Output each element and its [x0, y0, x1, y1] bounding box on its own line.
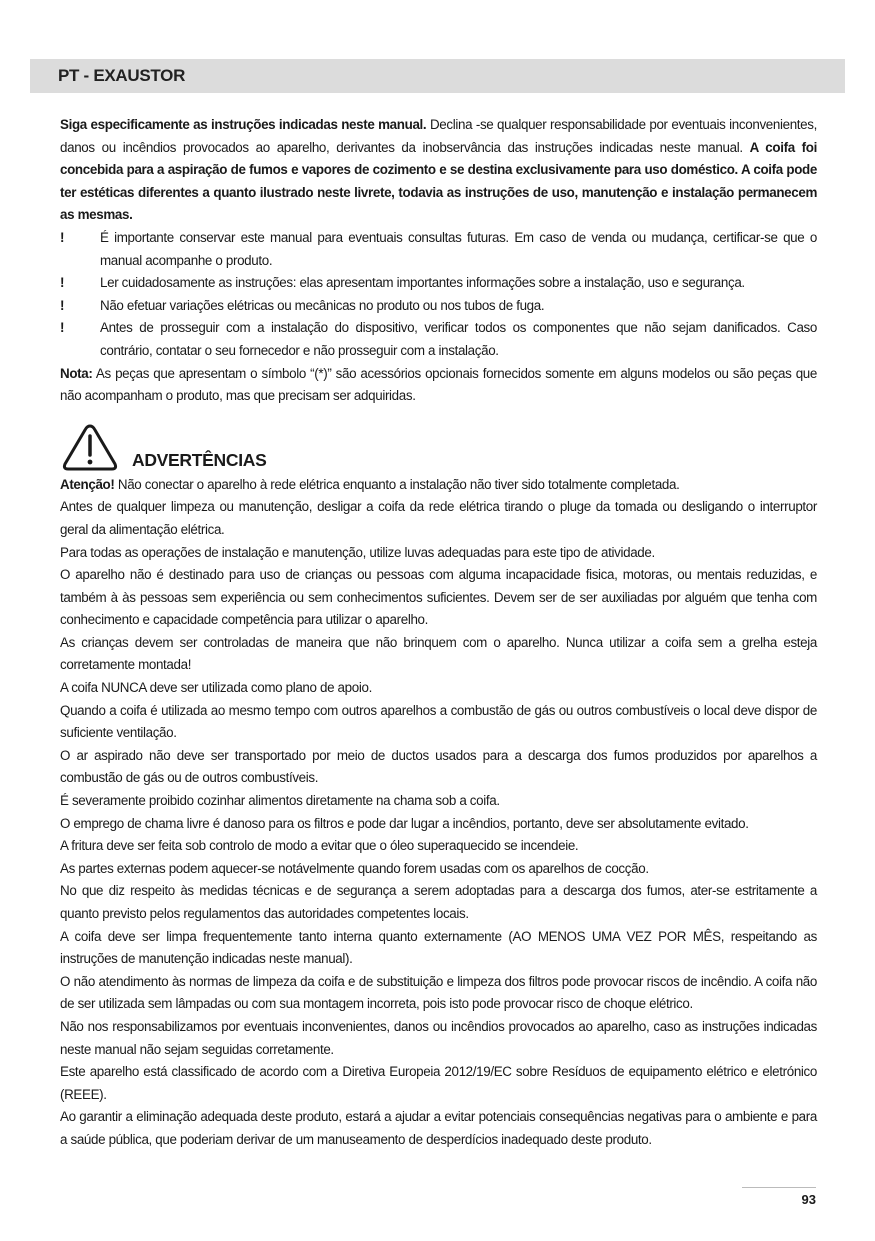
bullet-text: Antes de prosseguir com a instalação do dispositivo, verificar todos os componentes que não sejam danificados. Caso contrário, contatar o seu fornecedor e não prosseguir com a instalação.	[100, 320, 817, 358]
bullet-item	[60, 227, 817, 272]
warning-paragraph: O não atendimento às normas de limpeza da coifa e de substituição e limpeza dos filtros pode provocar riscos de incêndio. A coifa não de ser utilizada sem lâmpadas ou com sua montagem incorreta, pois isto pode provocar risco de choque elétrico.	[60, 973, 817, 1012]
intro-bold-1: Siga especificamente as instruções indicadas neste manual.	[60, 117, 427, 132]
note-label: Nota:	[60, 365, 93, 381]
bullet-list	[60, 227, 817, 363]
note-paragraph	[60, 363, 817, 408]
exclamation-icon: !	[60, 275, 65, 291]
bullet-item	[60, 272, 817, 295]
page-title: PT - EXAUSTOR	[58, 66, 186, 85]
attention-paragraph	[60, 474, 817, 497]
warning-paragraph: No que diz respeito às medidas técnicas e de segurança a serem adoptadas para a descarga dos fumos, ater-se estritamente a quanto previsto pelos regulamentos das autoridades competentes locais.	[60, 883, 817, 921]
footer-divider	[742, 1187, 816, 1188]
document-body	[60, 114, 817, 1152]
warning-paragraph: A fritura deve ser feita sob controlo de modo a evitar que o óleo superaquecido se incendeie.	[60, 838, 579, 854]
bullet-text: Não efetuar variações elétricas ou mecânicas no produto ou nos tubos de fuga.	[100, 297, 545, 313]
warnings-title: ADVERTÊNCIAS	[132, 450, 267, 471]
warning-paragraph: Antes de qualquer limpeza ou manutenção, desligar a coifa da rede elétrica tirando o pluge da tomada ou desligando o interruptor geral da alimentação elétrica.	[60, 499, 817, 537]
exclamation-icon: !	[60, 229, 65, 245]
warning-paragraph: Quando a coifa é utilizada ao mesmo tempo com outros aparelhos a combustão de gás ou outros combustíveis o local deve dispor de suficiente ventilação.	[60, 702, 817, 741]
intro-text: Declina -se qualquer responsabilidade por eventuais inconvenientes, danos ou incêndios provocados ao aparelho, derivantes da inobservância das instruções indicadas neste manual.	[60, 117, 817, 155]
warning-paragraph: Para todas as operações de instalação e manutenção, utilize luvas adequadas para este tipo de atividade.	[60, 544, 655, 560]
warning-paragraph: As partes externas podem aquecer-se notávelmente quando forem usadas com os aparelhos de cocção.	[60, 860, 649, 876]
exclamation-icon: !	[60, 297, 65, 313]
warnings-heading	[60, 422, 817, 474]
note-text: As peças que apresentam o símbolo “(*)” são acessórios opcionais fornecidos somente em alguns modelos ou são peças que não acompanham o produto, mas que precisam ser adquiridas.	[60, 365, 817, 404]
warning-paragraph: As crianças devem ser controladas de maneira que não brinquem com o aparelho. Nunca utilizar a coifa sem a grelha esteja corretamente montada!	[60, 634, 817, 673]
intro-paragraph	[60, 114, 817, 227]
warning-paragraph: É severamente proibido cozinhar alimentos diretamente na chama sob a coifa.	[60, 793, 500, 809]
warning-paragraph: O ar aspirado não deve ser transportado por meio de ductos usados para a descarga dos fumos produzidos por aparelhos a combustão de gás ou de outros combustíveis.	[60, 747, 817, 786]
bullet-text: É importante conservar este manual para eventuais consultas futuras. Em caso de venda ou mudança, certificar-se que o manual acompanhe o produto.	[100, 229, 817, 268]
bullet-item	[60, 295, 817, 318]
exclamation-icon: !	[60, 320, 65, 336]
warning-paragraph: A coifa NUNCA deve ser utilizada como plano de apoio.	[60, 680, 372, 696]
warning-paragraph: Não nos responsabilizamos por eventuais inconvenientes, danos ou incêndios provocados ao aparelho, caso as instruções indicadas neste manual não sejam seguidas corretamente.	[60, 1018, 817, 1057]
warning-paragraph: O aparelho não é destinado para uso de crianças ou pessoas com alguma incapacidade fisica, motoras, ou mentais reduzidas, e também à às pessoas sem experiência ou sem conhecimentos suficientes. Devem ser de ser auxiliadas por alguém que tenha com conhecimento e capacidade competência para utilizar o aparelho.	[60, 567, 817, 628]
warning-paragraph: Este aparelho está classificado de acordo com a Diretiva Europeia 2012/19/EC sobre Resíduos de equipamento elétrico e eletrónico (REEE).	[60, 1064, 817, 1102]
warning-paragraph: A coifa deve ser limpa frequentemente tanto interna quanto externamente (AO MENOS UMA VEZ POR MÊS, respeitando as instruções de manutenção indicadas neste manual).	[60, 928, 817, 967]
warning-paragraph: Ao garantir a eliminação adequada deste produto, estará a ajudar a evitar potenciais consequências negativas para o ambiente e para a saúde pública, que poderiam derivar de um manuseamento de desperdícios inadequado deste produto.	[60, 1109, 817, 1147]
bullet-text: Ler cuidadosamente as instruções: elas apresentam importantes informações sobre a instalação, uso e segurança.	[100, 275, 745, 291]
warning-triangle-icon	[60, 422, 120, 474]
warnings-list	[60, 496, 817, 1151]
section-header	[30, 59, 845, 93]
warning-paragraph: O emprego de chama livre é danoso para os filtros e pode dar lugar a incêndios, portanto, deve ser absolutamente evitado.	[60, 815, 749, 831]
intro-bold-2: A coifa foi concebida para a aspiração de fumos e vapores de cozimento e se destina exclusivamente para uso doméstico. A coifa pode ter estéticas diferentes a quanto ilustrado neste livrete, todavia as instruções de uso, manutenção e instalação permanecem as mesmas.	[60, 139, 817, 223]
attention-text: Não conectar o aparelho à rede elétrica enquanto a instalação não tiver sido totalmente completada.	[114, 476, 680, 492]
attention-label: Atenção!	[60, 476, 115, 492]
bullet-item	[60, 317, 817, 362]
page-number: 93	[801, 1192, 816, 1207]
